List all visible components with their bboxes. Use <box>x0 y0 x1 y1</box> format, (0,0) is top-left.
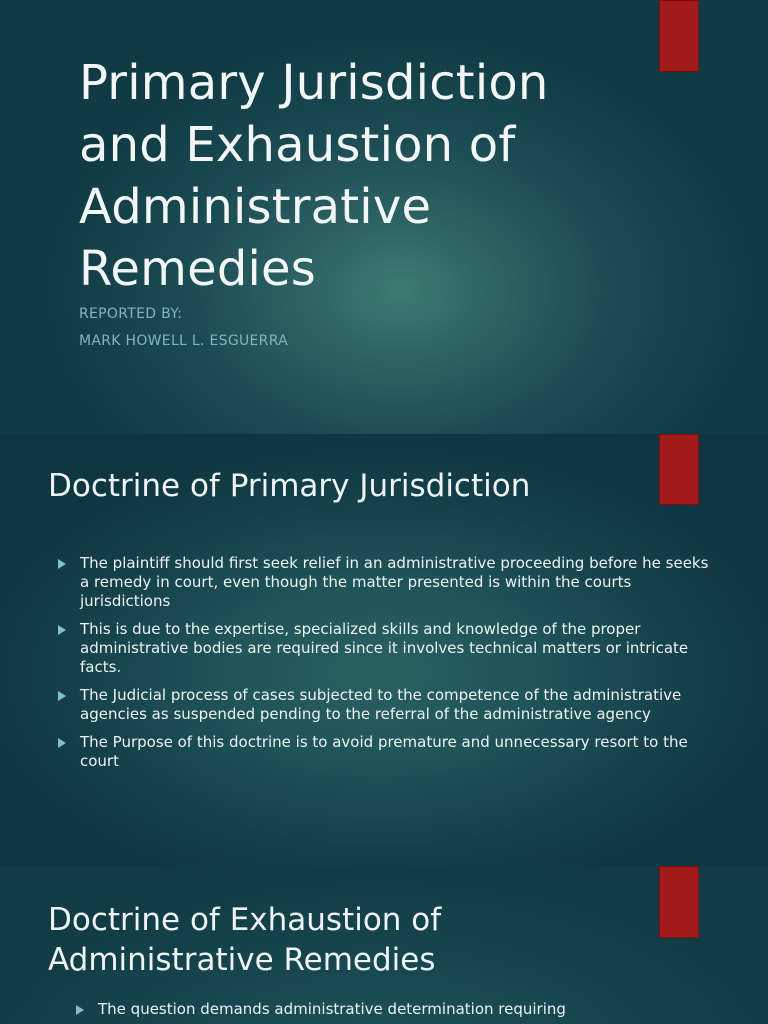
bullet-item <box>58 733 718 771</box>
bullet-item <box>76 1000 716 1019</box>
slide-title: Doctrine of Primary Jurisdiction <box>48 468 531 504</box>
bullet-text: This is due to the expertise, specialized skills and knowledge of the proper administrative bodies are required since it involves technical matters or intricate facts. <box>80 620 689 676</box>
presentation-title: Primary Jurisdiction and Exhaustion of Administrative Remedies <box>79 55 549 297</box>
triangle-right-icon <box>58 691 66 701</box>
slide-2 <box>0 434 768 866</box>
bullet-item <box>58 554 718 611</box>
bullet-text: The plaintiff should first seek relief in an administrative proceeding before he seeks a remedy in court, even though the matter presented is within the courts jurisdictions <box>80 554 709 610</box>
bullet-text: The Purpose of this doctrine is to avoid premature and unnecessary resort to the court <box>80 733 688 770</box>
slide-accent-bar <box>659 434 699 505</box>
bullet-text: The question demands administrative determination requiring <box>98 1000 566 1018</box>
reporter-name: MARK HOWELL L. ESGUERRA <box>79 333 289 349</box>
bullet-item <box>58 620 718 677</box>
triangle-right-icon <box>76 1005 84 1015</box>
slide-3 <box>0 866 768 1024</box>
bullet-item <box>58 686 718 724</box>
bullet-list <box>76 1000 716 1024</box>
triangle-right-icon <box>58 738 66 748</box>
bullet-text: The Judicial process of cases subjected to the competence of the administrative agencies as suspended pending to the referral of the administrative agency <box>80 686 682 723</box>
slide-title: Doctrine of Exhaustion of Administrative Remedies <box>48 902 442 978</box>
reported-by-label: REPORTED BY: <box>79 306 183 322</box>
bullet-list <box>58 554 718 780</box>
slide-1 <box>0 0 768 434</box>
triangle-right-icon <box>58 559 66 569</box>
slide-accent-bar <box>659 866 699 938</box>
triangle-right-icon <box>58 625 66 635</box>
slide-accent-bar <box>659 0 699 72</box>
